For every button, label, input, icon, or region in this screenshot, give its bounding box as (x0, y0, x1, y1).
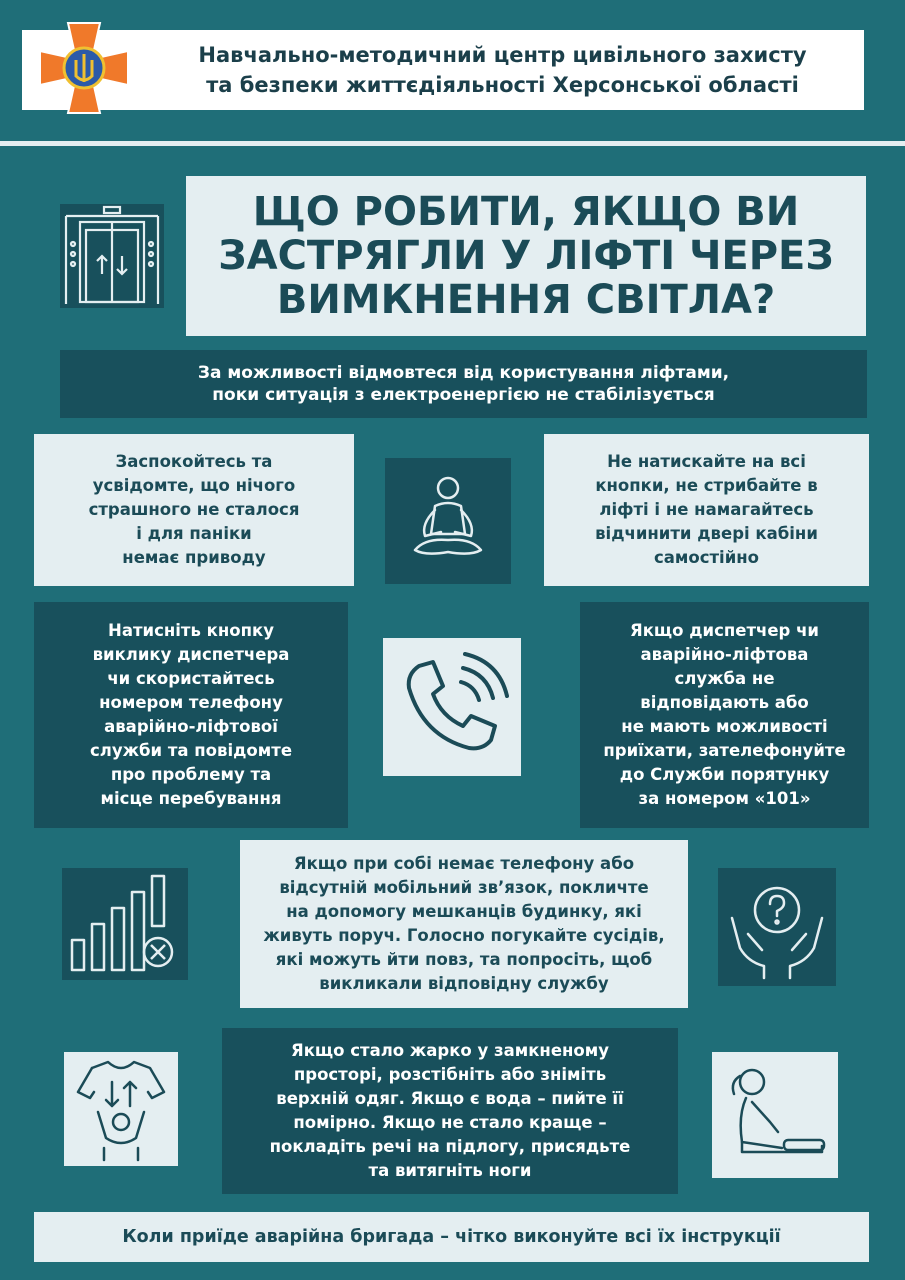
banner-line-1: За можливості відмовтеся від користування ліфтами, (197, 363, 730, 383)
tip-line: Якщо при собі немає телефону або (293, 854, 635, 873)
tip-line: просторі, розстібніть або зніміть (293, 1065, 607, 1084)
page-title (202, 190, 850, 322)
tip-line: усвідомте, що нічого (92, 476, 296, 495)
tip-line: самостійно (653, 548, 760, 567)
organization-name (150, 36, 855, 104)
tip-line: служба не (674, 669, 775, 688)
tip-line: ліфті і не намагайтесь (599, 500, 814, 519)
tip-line: відсутній мобільний зв’язок, покличте (279, 878, 649, 897)
tip-card-calm-down (34, 434, 354, 586)
tip-line: та витягніть ноги (368, 1161, 532, 1180)
footer-text: Коли приїде аварійна бригада – чітко виконуйте всі їх інструкції (122, 1227, 781, 1247)
tip-card-call-neighbors (240, 840, 688, 1008)
elevator-icon (60, 204, 164, 308)
tip-line: Не натискайте на всі (607, 452, 806, 471)
tip-line: страшного не сталося (88, 500, 300, 519)
tip-line: аварійно-ліфтова (640, 645, 809, 664)
tip-line: чи скористайтесь (107, 669, 275, 688)
tip-line: аварійно-ліфтової (104, 717, 278, 736)
tip-line: які можуть йти повз, та попросіть, щоб (275, 950, 653, 969)
tip-line: Якщо стало жарко у замкненому (291, 1041, 609, 1060)
tip-line: верхній одяг. Якщо є вода – пийте її (276, 1089, 624, 1108)
tip-line: покладіть речі на підлогу, присядьте (269, 1137, 631, 1156)
organization-name-line-2: та безпеки життєдіяльності Херсонської області (206, 73, 799, 97)
tip-line: немає приводу (122, 548, 266, 567)
phone-icon (383, 638, 521, 776)
title-line-3: ВИМКНЕННЯ СВІТЛА? (276, 277, 776, 323)
tip-line: відчинити двері кабіни (595, 524, 818, 543)
tip-line: на допомогу мешканців будинку, які (286, 902, 642, 921)
tip-line: Натисніть кнопку (108, 621, 274, 640)
tip-card-dont-press (544, 434, 869, 586)
tip-line: виклику диспетчера (92, 645, 290, 664)
tip-line: номером телефону (99, 693, 283, 712)
tip-line: служби та повідомте (89, 741, 293, 760)
tip-card-call-101 (580, 602, 869, 828)
tip-line: і для паніки (136, 524, 252, 543)
sitting-person-icon (712, 1052, 838, 1178)
tip-line: до Служби порятунку (619, 765, 830, 784)
tip-line: приїхати, зателефонуйте (603, 741, 846, 760)
header-divider (0, 141, 905, 146)
title-line-1: ЩО РОБИТИ, ЯКЩО ВИ (252, 189, 800, 235)
tip-card-heat (222, 1028, 678, 1194)
tip-line: живуть поруч. Голосно погукайте сусідів, (263, 926, 665, 945)
tip-line: відповідають або (640, 693, 809, 712)
warning-banner (60, 350, 867, 418)
tip-line: Якщо диспетчер чи (629, 621, 819, 640)
tip-line: викликали відповідну службу (319, 974, 609, 993)
clothes-icon (64, 1052, 178, 1166)
banner-line-2: поки ситуація з електроенергією не стабілізується (212, 385, 715, 405)
tip-line: місце перебування (100, 789, 282, 808)
tip-line: про проблему та (110, 765, 272, 784)
tip-line: кнопки, не стрибайте в (595, 476, 818, 495)
no-signal-icon (62, 868, 188, 980)
civil-protection-emblem-icon (28, 12, 140, 124)
title-box (186, 176, 866, 336)
tip-line: помірно. Якщо не стало краще – (293, 1113, 607, 1132)
tip-line: за номером «101» (638, 789, 811, 808)
tip-line: Заспокойтесь та (115, 452, 273, 471)
footer-instruction (34, 1212, 869, 1262)
title-line-2: ЗАСТРЯГЛИ У ЛІФТІ ЧЕРЕЗ (218, 233, 834, 279)
question-hands-icon (718, 868, 836, 986)
tip-line: не мають можливості (621, 717, 828, 736)
meditation-icon (385, 458, 511, 584)
tip-card-call-dispatcher (34, 602, 348, 828)
organization-name-line-1: Навчально-методичний центр цивільного захисту (198, 43, 807, 67)
